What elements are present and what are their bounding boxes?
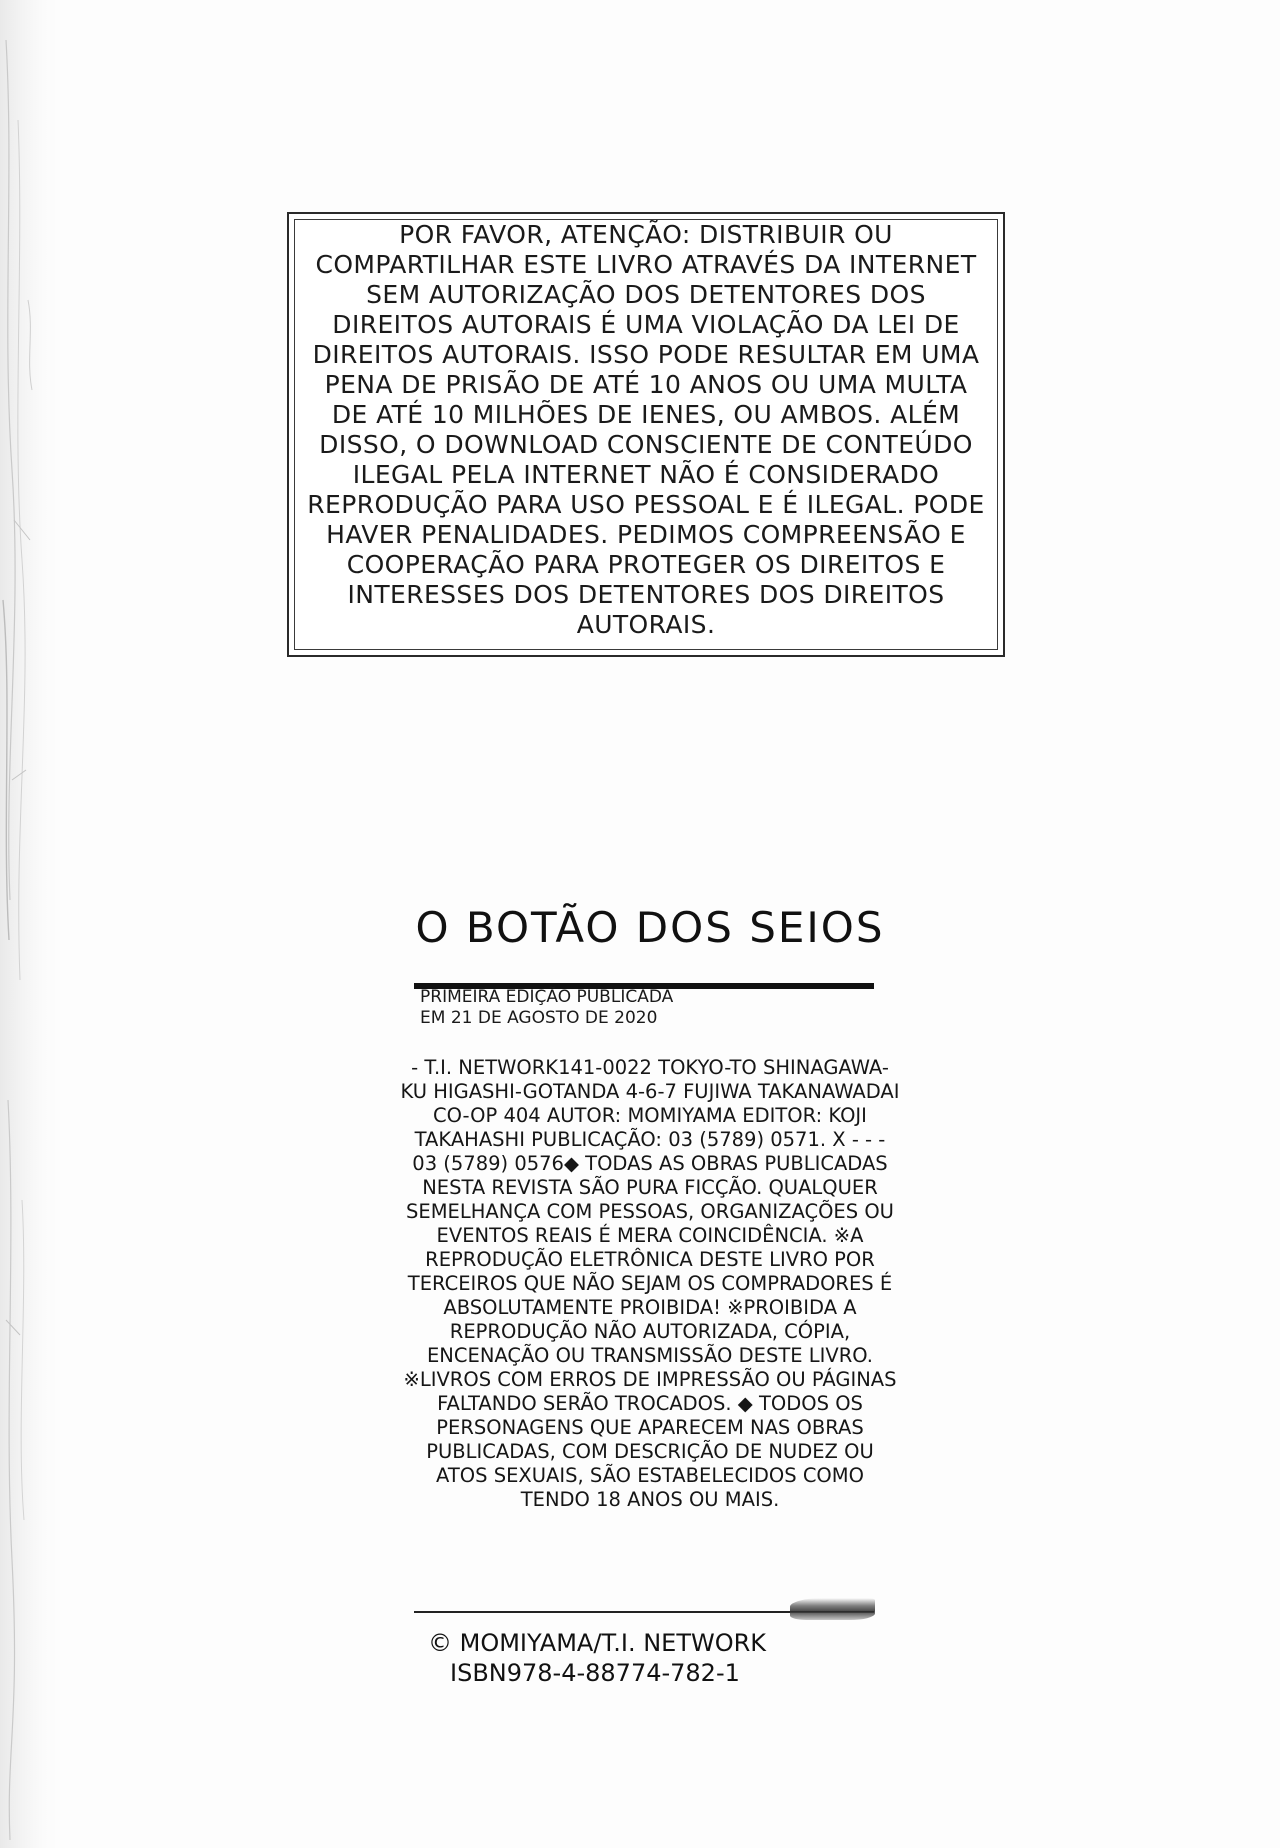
footer-credits bbox=[428, 1628, 848, 1688]
colophon-text: - T.I. NETWORK141-0022 TOKYO-TO SHINAGAWA-KU HIGASHI-GOTANDA 4-6-7 FUJIWA TAKANAWADAI CO-OP 404 AUTOR: MOMIYAMA EDITOR: KOJI TAKAHASHI PUBLICAÇÃO: 03 (5789) 0571. X - - - 03 (5789) 0576◆ TODAS AS OBRAS PUBLICADAS NESTA REVISTA SÃO PURA FICÇÃO. QUALQUER SEMELHANÇA COM PESSOAS, ORGANIZAÇÕES OU EVENTOS REAIS É MERA COINCIDÊNCIA. ※A REPRODUÇÃO ELETRÔNICA DESTE LIVRO POR TERCEIROS QUE NÃO SEJAM OS COMPRADORES É ABSOLUTAMENTE PROIBIDA! ※PROIBIDA A REPRODUÇÃO NÃO AUTORIZADA, CÓPIA, ENCENAÇÃO OU TRANSMISSÃO DESTE LIVRO. ※LIVROS COM ERROS DE IMPRESSÃO OU PÁGINAS FALTANDO SERÃO TROCADOS. ◆ TODOS OS PERSONAGENS QUE APARECEM NAS OBRAS PUBLICADAS, COM DESCRIÇÃO DE NUDEZ OU ATOS SEXUAIS, SÃO ESTABELECIDOS COMO TENDO 18 ANOS OU MAIS. bbox=[400, 1056, 900, 1511]
copyright-line: © MOMIYAMA/T.I. NETWORK bbox=[428, 1629, 767, 1657]
copyright-warning-box bbox=[287, 212, 1005, 657]
paper-edge bbox=[0, 0, 58, 1848]
paper-fibers-decoration bbox=[0, 0, 58, 1848]
edition-line-2: EM 21 DE AGOSTO DE 2020 bbox=[420, 1008, 658, 1028]
copyright-warning-text: POR FAVOR, ATENÇÃO: DISTRIBUIR OU COMPARTILHAR ESTE LIVRO ATRAVÉS DA INTERNET SEM AUTORIZAÇÃO DOS DETENTORES DOS DIREITOS AUTORAIS É UMA VIOLAÇÃO DA LEI DE DIREITOS AUTORAIS. ISSO PODE RESULTAR EM UMA PENA DE PRISÃO DE ATÉ 10 ANOS OU UMA MULTA DE ATÉ 10 MILHÕES DE IENES, OU AMBOS. ALÉM DISSO, O DOWNLOAD CONSCIENTE DE CONTEÚDO ILEGAL PELA INTERNET NÃO É CONSIDERADO REPRODUÇÃO PARA USO PESSOAL E É ILEGAL. PODE HAVER PENALIDADES. PEDIMOS COMPREENSÃO E COOPERAÇÃO PARA PROTEGER OS DIREITOS E INTERESSES DOS DETENTORES DOS DIREITOS AUTORAIS. bbox=[307, 220, 985, 639]
edition-info bbox=[420, 987, 820, 1029]
book-title: O BOTÃO DOS SEIOS bbox=[415, 903, 885, 952]
ink-smudge-decoration bbox=[790, 1598, 875, 1620]
isbn-line: ISBN978-4-88774-782-1 bbox=[450, 1659, 740, 1687]
edition-line-1: PRIMEIRA EDIÇÃO PUBLICADA bbox=[420, 987, 674, 1007]
